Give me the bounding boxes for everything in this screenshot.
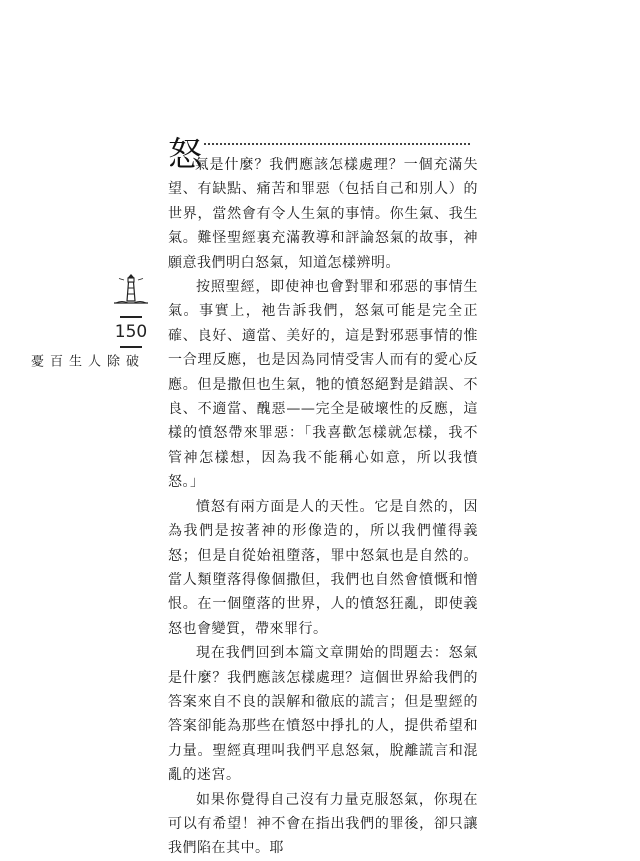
paragraph-2: 按照聖經，即使神也會對罪和邪惡的事情生氣。事實上，祂告訴我們，怒氣可能是完全正確、良好、適當、美好的，這是對邪惡事情的惟一合理反應，也是因為同情受害人而有的愛心反應。但是撒但也生氣，牠的憤怒絕對是錯誤、不良、不適當、醜惡——完全是破壞性的反應，這樣的憤怒帶來罪惡：「我喜歡怎樣就怎樣，我不管神怎樣想，因為我不能稱心如意，所以我憤怒。」 — [168, 279, 478, 491]
body-text — [168, 153, 478, 861]
paragraph-4: 現在我們回到本篇文章開始的問題去：怒氣是什麼？我們應該怎樣處理？這個世界給我們的答案來自不良的誤解和徹底的謊言；但是聖經的答案卻能為那些在憤怒中掙扎的人，提供希望和力量。聖經真理叫我們平息怒氣，脫離謊言和混亂的迷宮。 — [168, 645, 478, 784]
paragraph-3: 憤怒有兩方面是人的天性。它是自然的，因為我們是按著神的形像造的，所以我們懂得義怒；但是自從始祖墮落，罪中怒氣也是自然的。當人類墮落得像個撒但，我們也自然會憤慨和憎恨。在一個墮落的世界，人的憤怒狂亂，即使義怒也會變質，帶來罪行。 — [168, 498, 478, 637]
page-number: 150 — [114, 322, 148, 342]
paragraph-1: 氣是什麼？我們應該怎樣處理？一個充滿失望、有缺點、痛苦和罪惡（包括自己和別人）的世界，當然會有令人生氣的事情。你生氣、我生氣。難怪聖經裏充滿教導和評論怒氣的故事，神願意我們明白怒氣，知道怎樣辨明。 — [168, 157, 478, 271]
book-title: 破除人生百憂 — [28, 354, 138, 368]
paragraph-5: 如果你覺得自己沒有力量克服怒氣，你現在可以有希望！神不會在指出我們的罪後，卻只讓我們陷在其中。耶 — [168, 791, 478, 857]
page-number-rule-top — [120, 316, 142, 318]
dotted-rule — [204, 143, 470, 145]
page-number-rule-bottom — [120, 346, 142, 348]
lighthouse-icon — [112, 270, 150, 306]
drop-cap: 怒 — [168, 135, 202, 175]
